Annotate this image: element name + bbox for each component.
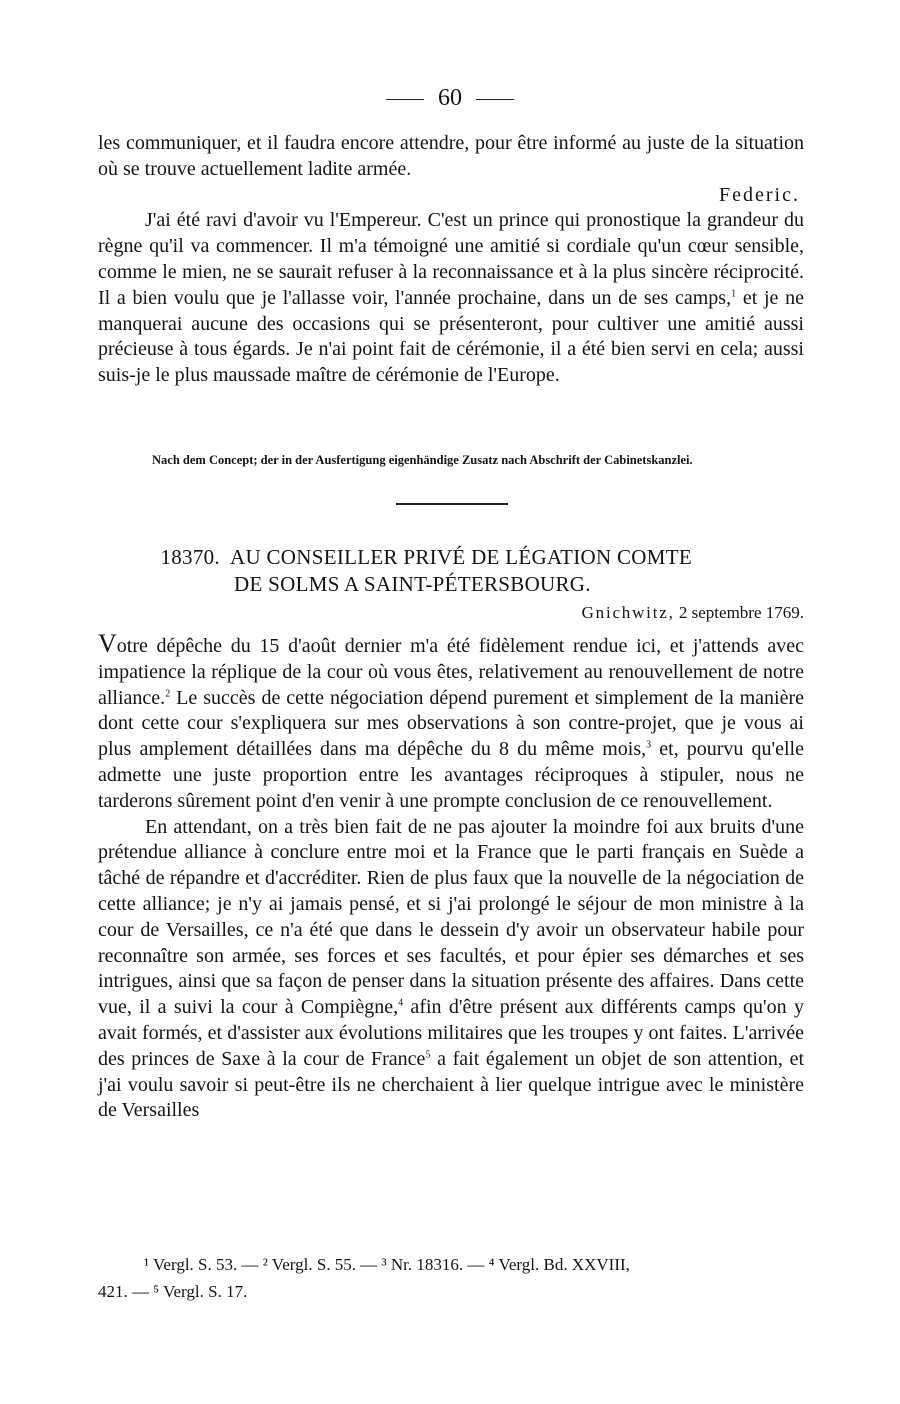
document-number: 18370. (160, 545, 220, 569)
letter-body (98, 631, 804, 1124)
page-number: 60 (438, 85, 462, 111)
section-divider (396, 503, 508, 505)
postscript-text-b: et je ne manquerai aucune des occasions qui se présenteront, pour cultiver une amitié aussi précieuse à tous égards. Je n'ai point fait de cérémonie, il a été bien servi en cela; aussi suis-je le plus maussade maître de cérémonie de l'Europe. (98, 286, 804, 387)
postscript-text-a: J'ai été ravi d'avoir vu l'Empereur. C'est un prince qui pronostique la grandeur du règne qu'il va commencer. Il m'a témoigné une amitié si cordiale qu'un cœur sensible, comme le mien, ne se saurait refuser à la reconnaissance et à la plus sincère réciprocité. Il a bien voulu que je l'allasse voir, l'année prochaine, dans un de ses camps, (98, 209, 804, 309)
body-p2-text-c: a fait également un objet de son attention, et j'ai voulu savoir si peut-être ils ne cherchaient à lier quelque intrigue avec le ministère de Versailles (98, 1047, 804, 1122)
previous-letter-ending (98, 131, 804, 389)
header-dash-right (476, 99, 514, 100)
closing-paragraph: les communiquer, et il faudra encore attendre, pour être informé au juste de la situation où se trouve actuellement ladite armée. (98, 132, 804, 180)
footnote-ref-3: 3 (646, 739, 652, 751)
heading-line-2: DE SOLMS A SAINT-PÉTERSBOURG. (234, 572, 591, 596)
footnote-ref-4: 4 (398, 997, 404, 1009)
body-paragraph-1 (98, 631, 804, 815)
heading-line-1: AU CONSEILLER PRIVÉ DE LÉGATION COMTE (230, 545, 692, 569)
signature: Federic. (719, 183, 800, 206)
body-p2-text-b: afin d'être présent aux différents camps qu'on y avait formés, et d'assister aux évolutions militaires que les troupes y ont faites. L'arrivée des princes de Saxe à la cour de France (98, 996, 804, 1070)
page-header (0, 84, 900, 112)
dateline-place: Gnichwitz, (581, 603, 675, 622)
dateline (582, 602, 804, 624)
body-paragraph-2 (98, 815, 804, 1125)
footnote-ref-5: 5 (425, 1049, 431, 1061)
document-heading (98, 544, 804, 598)
drop-cap: V (98, 629, 117, 658)
postscript-paragraph (98, 208, 804, 389)
dateline-date: 2 septembre 1769. (678, 603, 804, 622)
footnote-line-2: 421. — ⁵ Vergl. S. 17. (98, 1282, 248, 1301)
header-dash-left (386, 99, 424, 100)
body-p1-text-c: et, pourvu qu'elle admette une juste proportion entre les avantages réciproques à stipuler, nous ne tarderons sûrement point d'en venir à une prompte conclusion de ce renouvellement. (98, 738, 804, 812)
source-note: Nach dem Concept; der in der Ausfertigung eigenhändige Zusatz nach Abschrift der Cabinetskanzlei. (152, 453, 693, 467)
body-p1-text-a: otre dépêche du 15 d'août dernier m'a été fidèlement rendue ici, et j'attends avec impatience la réplique de la cour où vous êtes, relativement au renouvellement de notre alliance. (98, 635, 804, 709)
footnote-line-1: ¹ Vergl. S. 53. — ² Vergl. S. 55. — ³ Nr. 18316. — ⁴ Vergl. Bd. XXVIII, (144, 1255, 630, 1274)
body-p2-text-a: En attendant, on a très bien fait de ne pas ajouter la moindre foi aux bruits d'une prétendue alliance à conclure entre moi et la France que le parti français en Suède a tâché de répandre et d'accréditer. Rien de plus faux que la nouvelle de la négociation de cette alliance; je n'y ai jamais pensé, et si j'ai prolongé le séjour de mon ministre à la cour de Versailles, ce n'a été que dans le dessein d'y avoir un observateur habile pour reconnaître son armée, ses forces et ses facultés, et pour épier ses démarches et ses intrigues, ainsi que sa façon de penser dans la situation présente des affaires. Dans cette vue, il a suivi la cour à Compiègne, (98, 815, 804, 1019)
footnote-ref-2: 2 (165, 687, 171, 699)
footnote-ref-1: 1 (731, 288, 737, 300)
footnotes (98, 1251, 806, 1305)
body-p1-text-b: Le succès de cette négociation dépend purement et simplement de la manière dont cette cour s'expliquera sur mes observations à son contre-projet, que je vous ai plus amplement détaillées dans ma dépêche du 8 du même mois, (98, 686, 804, 761)
